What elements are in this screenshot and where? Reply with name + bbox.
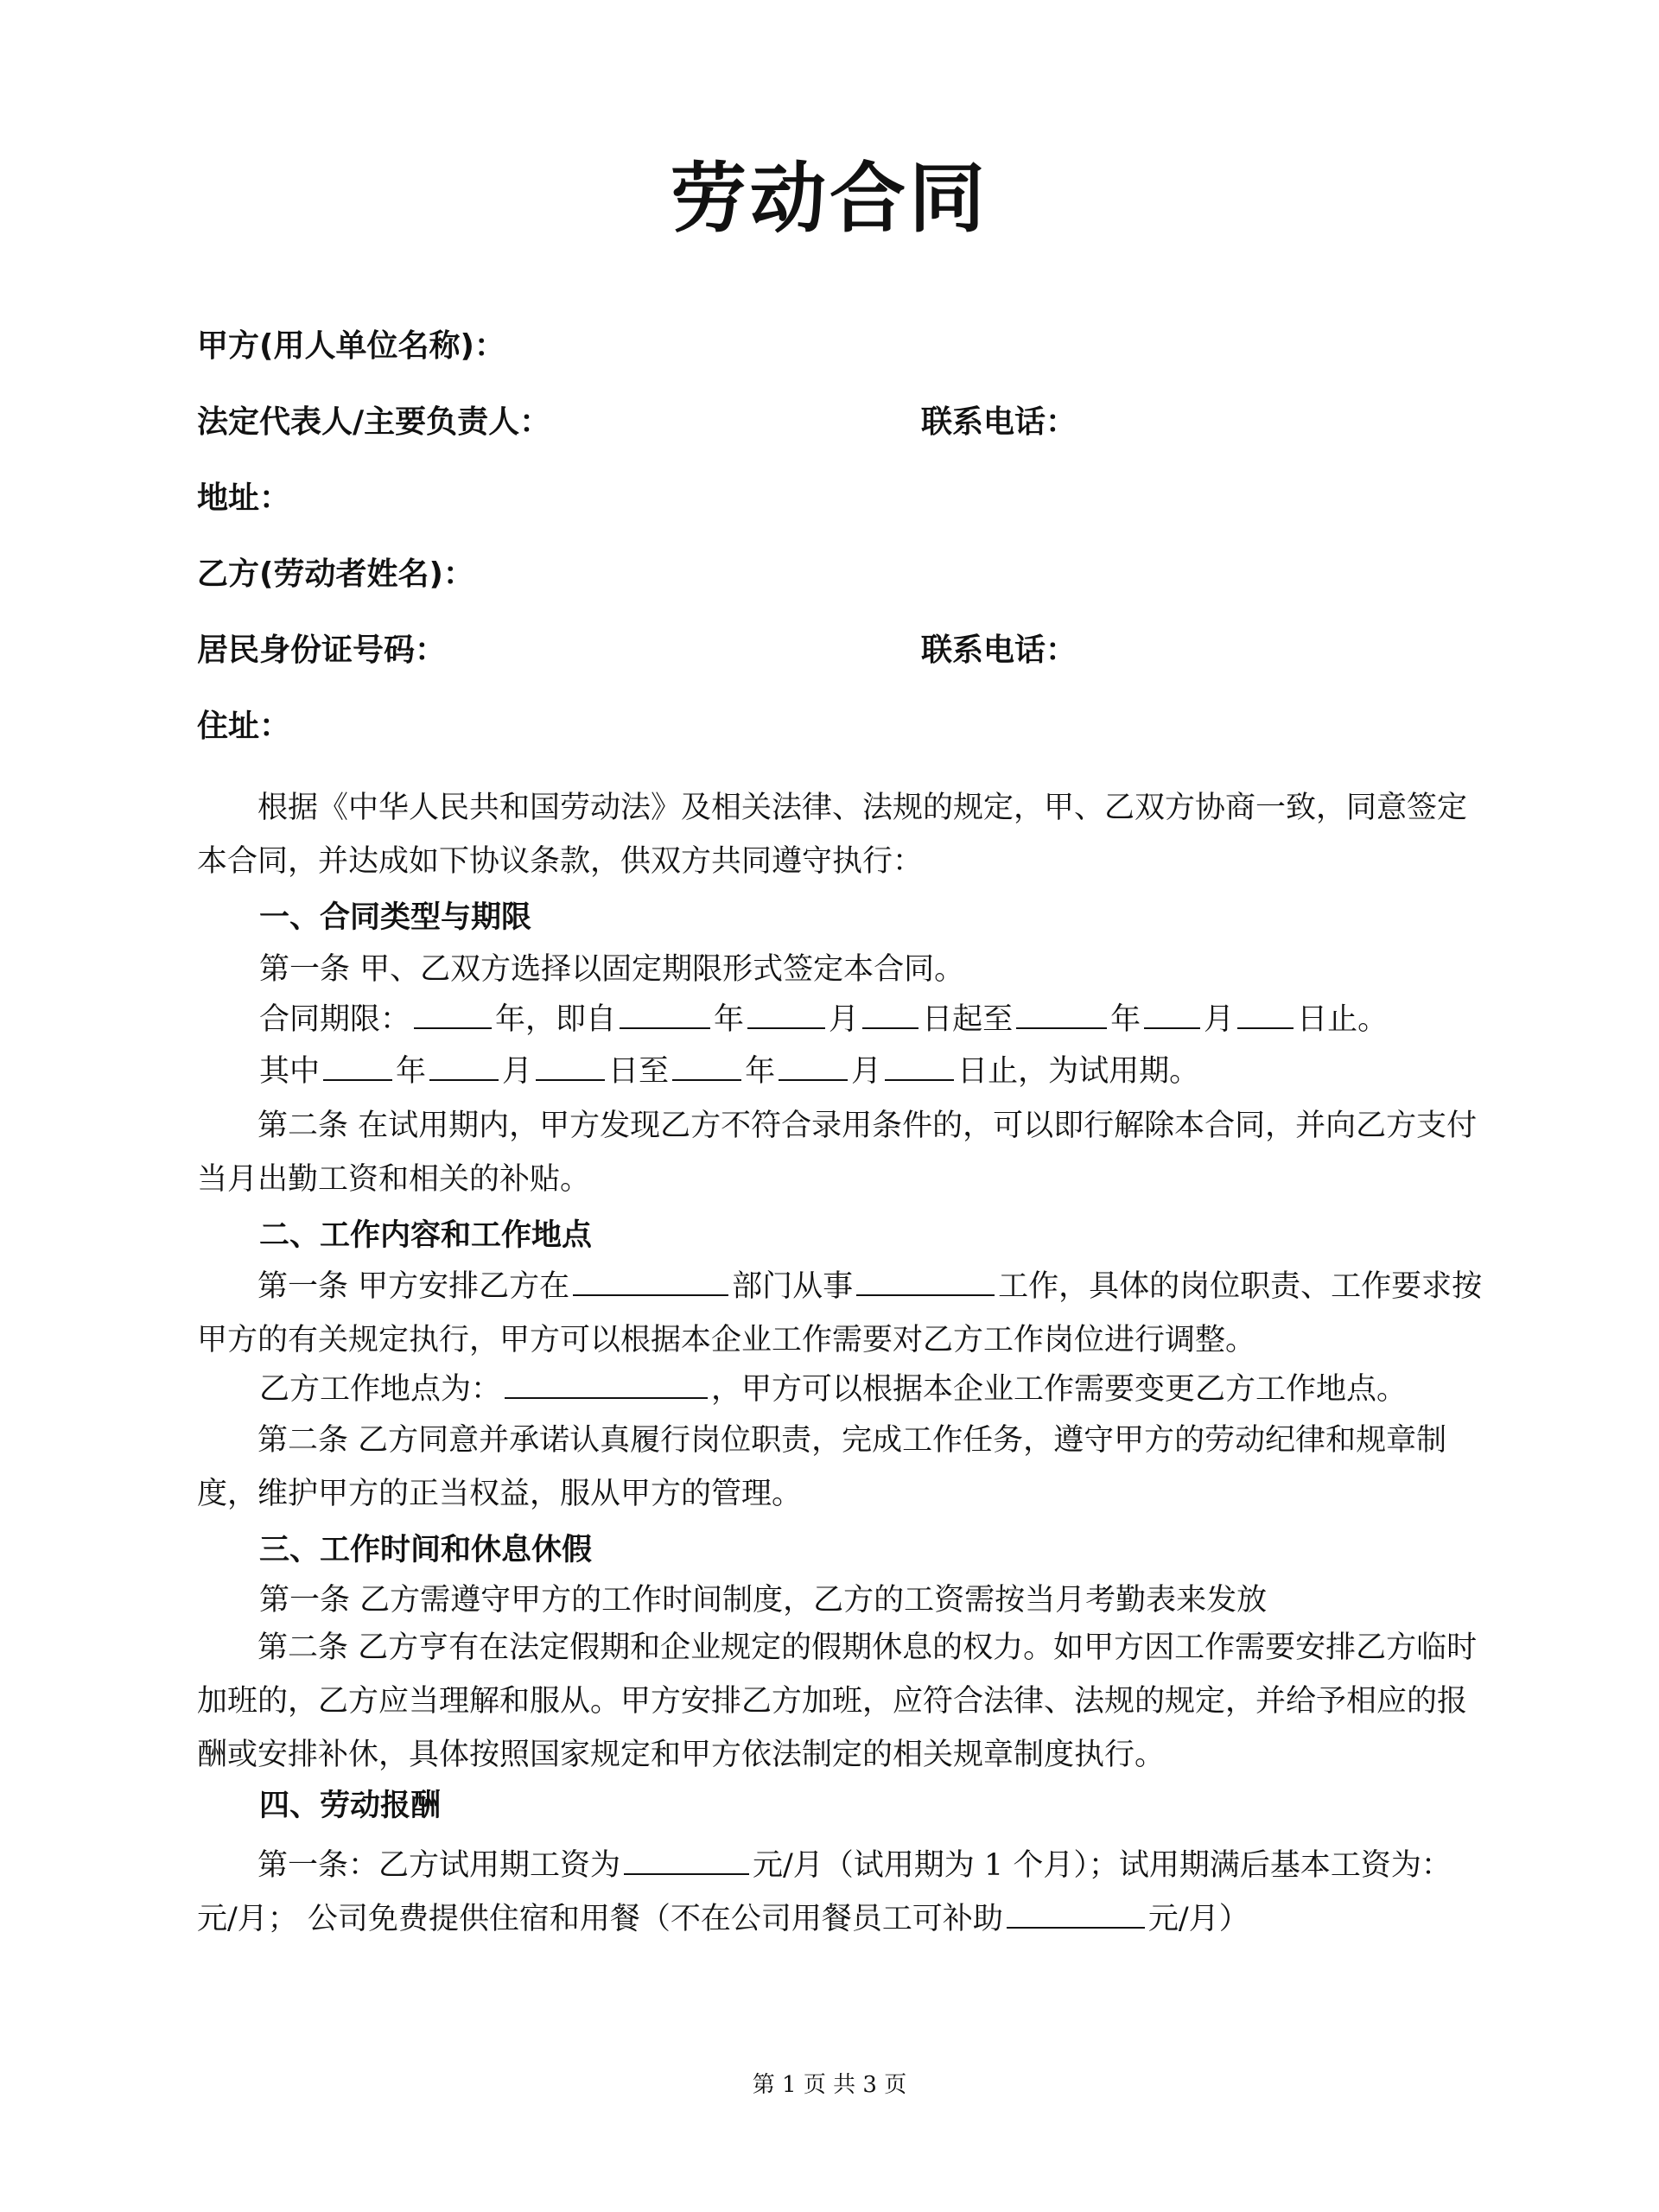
meal-subsidy-blank[interactable]	[1007, 1899, 1145, 1929]
s1-article-1: 第一条 甲、乙双方选择以固定期限形式签定本合同。	[259, 952, 965, 987]
address-label: 地址：	[197, 480, 291, 516]
contract-term-line	[259, 995, 1388, 1039]
blank[interactable]	[536, 1052, 605, 1081]
s4-art1-text: 元/月）	[1147, 1902, 1249, 1936]
phone-b-label: 联系电话：	[921, 632, 1077, 668]
section-3-heading: 三、工作时间和休息休假	[259, 1533, 593, 1567]
probation-text: 其中	[259, 1054, 321, 1089]
probation-text: 日止，为试用期。	[957, 1054, 1200, 1089]
blank[interactable]	[1016, 1000, 1107, 1029]
blank[interactable]	[885, 1052, 954, 1081]
document-title: 劳动合同	[670, 154, 988, 243]
department-blank[interactable]	[573, 1267, 728, 1296]
s2-art1-text: 部门从事	[732, 1269, 854, 1304]
work-place-text: 乙方工作地点为：	[259, 1372, 502, 1407]
page-number: 第 1 页 共 3 页	[752, 2072, 907, 2098]
blank[interactable]	[323, 1052, 392, 1081]
term-text: 年	[714, 1002, 745, 1037]
job-blank[interactable]	[856, 1267, 995, 1296]
intro-paragraph: 根据《中华人民共和国劳动法》及相关法律、法规的规定，甲、乙双方协商一致，同意签定本合同，并达成如下协议条款，供双方共同遵守执行：	[197, 791, 1468, 879]
term-text: 日起至	[922, 1002, 1014, 1037]
probation-text: 日至	[608, 1054, 670, 1089]
blank[interactable]	[414, 1000, 492, 1029]
section-2-heading: 二、工作内容和工作地点	[259, 1218, 593, 1253]
blank[interactable]	[1237, 1000, 1294, 1029]
legal-rep-label: 法定代表人/主要负责人：	[197, 404, 551, 440]
phone-a-label: 联系电话：	[921, 404, 1077, 440]
blank[interactable]	[620, 1000, 710, 1029]
blank[interactable]	[862, 1000, 918, 1029]
residence-label: 住址：	[197, 709, 291, 744]
party-b-label: 乙方(劳动者姓名)：	[197, 556, 474, 592]
work-place-blank[interactable]	[505, 1370, 708, 1399]
s3-article-1: 第一条 乙方需遵守甲方的工作时间制度，乙方的工资需按当月考勤表来发放	[259, 1583, 1268, 1618]
probation-text: 月	[851, 1054, 882, 1089]
term-text: 月	[1204, 1002, 1235, 1037]
probation-salary-blank[interactable]	[624, 1846, 749, 1875]
term-text: 年	[1110, 1002, 1141, 1037]
s1-article-2: 第二条 在试用期内，甲方发现乙方不符合录用条件的，可以即行解除本合同，并向乙方支付当月出勤工资和相关的补贴。	[197, 1109, 1478, 1197]
term-text: 合同期限：	[259, 1002, 411, 1037]
s4-art1-text: 元/月； 公司免费提供住宿和用餐（不在公司用餐员工可补助	[197, 1902, 1003, 1936]
section-4-heading: 四、劳动报酬	[259, 1789, 442, 1823]
work-place-text: ，甲方可以根据本企业工作需要变更乙方工作地点。	[711, 1372, 1408, 1407]
probation-text: 月	[502, 1054, 533, 1089]
section-1-heading: 一、合同类型与期限	[259, 900, 532, 935]
probation-line	[259, 1047, 1199, 1090]
term-text: 月	[829, 1002, 860, 1037]
work-place-line	[259, 1365, 1407, 1408]
s4-art1-text: 元/月（试用期为 1 个月）；试用期满后基本工资为：	[753, 1848, 1452, 1883]
party-a-label: 甲方(用人单位名称)：	[197, 328, 505, 364]
probation-text: 年	[745, 1054, 776, 1089]
s2-article-1	[197, 1260, 1484, 1367]
term-text: 日止。	[1297, 1002, 1389, 1037]
s2-art1-text: 第一条 甲方安排乙方在	[257, 1269, 570, 1304]
s2-article-2: 第二条 乙方同意并承诺认真履行岗位职责，完成工作任务，遵守甲方的劳动纪律和规章制度，维护甲方的正当权益，服从甲方的管理。	[197, 1423, 1447, 1511]
probation-text: 年	[396, 1054, 427, 1089]
id-number-label: 居民身份证号码：	[197, 632, 447, 668]
s4-art1-text: 第一条：乙方试用期工资为	[257, 1848, 621, 1883]
blank[interactable]	[747, 1000, 825, 1029]
s2-art1-text: 工作，具体的岗位职责、工作要求按甲方的有关规定执行，甲方可以根据本企业工作需要对乙方工作岗位进行调整。	[197, 1269, 1483, 1357]
term-text: 年，即自	[495, 1002, 617, 1037]
blank[interactable]	[1144, 1000, 1200, 1029]
blank[interactable]	[779, 1052, 848, 1081]
blank[interactable]	[672, 1052, 741, 1081]
s4-article-1	[197, 1839, 1484, 1946]
blank[interactable]	[429, 1052, 499, 1081]
s3-article-2: 第二条 乙方亨有在法定假期和企业规定的假期休息的权力。如甲方因工作需要安排乙方临时加班的，乙方应当理解和服从。甲方安排乙方加班，应符合法律、法规的规定，并给予相应的报酬或安排补休，具体按照国家规定和甲方依法制定的相关规章制度执行。	[197, 1630, 1478, 1772]
